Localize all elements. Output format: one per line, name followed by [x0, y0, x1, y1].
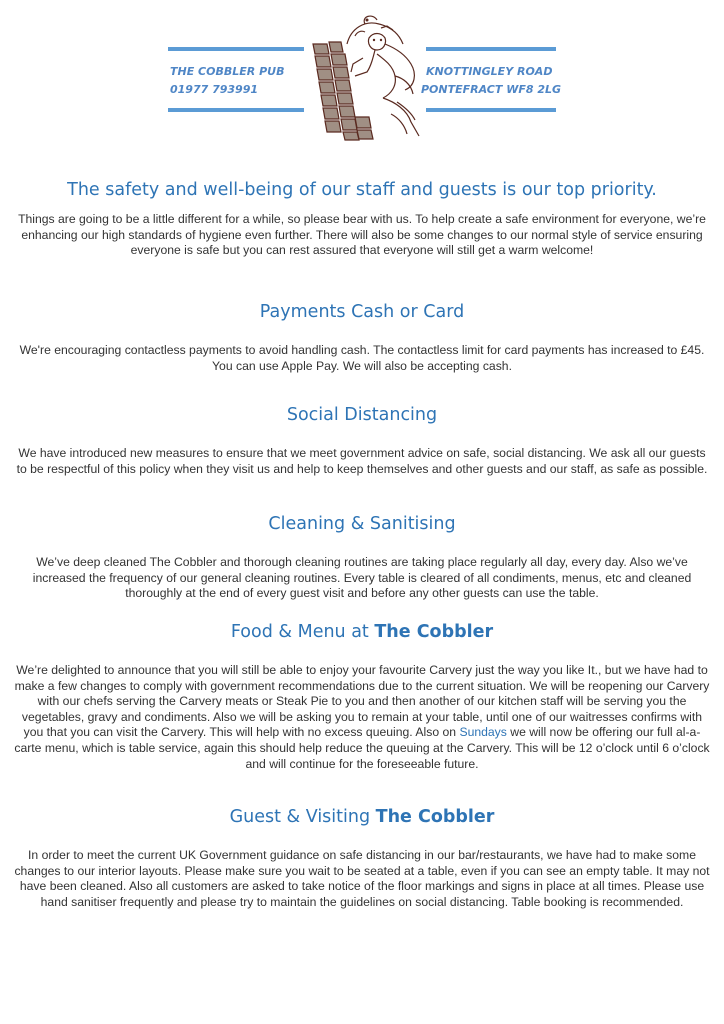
distancing-section — [14, 404, 710, 477]
guest-section — [14, 806, 710, 910]
letterhead-rule-bottom-left — [168, 108, 304, 112]
guest-heading — [14, 806, 710, 828]
cobbler-logo-icon — [307, 14, 425, 142]
payments-body: We're encouraging contactless payments to avoid handling cash. The contactless limit for card payments has increased to £45. You can use Apple Pay. We will also be accepting cash. — [19, 343, 705, 373]
guest-body: In order to meet the current UK Government guidance on safe distancing in our bar/restaurants, we have had to make some changes to our interior layouts. Please make sure you wait to be seated at a table, even if you can see an empty table. It may not have been cleaned. Also all customers are asked to take notice of the floor markings and signs in place at all times. Please use hand sanitiser frequently and please try to maintain the guidelines on social distancing. Table booking is recommended. — [14, 848, 710, 909]
guest-heading-bold: The Cobbler — [375, 807, 495, 827]
food-heading-bold: The Cobbler — [374, 622, 494, 642]
food-section — [14, 621, 710, 772]
letterhead — [0, 0, 724, 150]
payments-section — [14, 301, 710, 374]
payments-heading: Payments Cash or Card — [259, 302, 465, 322]
pub-phone: 01977 793991 — [170, 83, 259, 96]
distancing-body: We have introduced new measures to ensure that we meet government advice on safe, social distancing. We ask all our guests to be respectful of this policy when they visit us and help to keep themselves and other guests and our staff, as safe as possible. — [16, 446, 708, 476]
intro-heading: The safety and well-being of our staff and guests is our top priority. — [67, 180, 657, 200]
letterhead-rule-bottom-right — [426, 108, 556, 112]
intro-body: Things are going to be a little different for a while, so please bear with us. To help create a safe environment for everyone, we’re enhancing our high standards of hygiene even further. There will also be some changes to our normal style of service ensuring everyone is safe but you can rest assured that everyone will still get a warm welcome! — [18, 212, 706, 258]
food-heading-prefix: Food & Menu at — [230, 622, 375, 642]
intro-section — [14, 179, 710, 259]
cleaning-heading: Cleaning & Sanitising — [268, 514, 456, 534]
food-heading — [14, 621, 710, 643]
address-line-2: PONTEFRACT WF8 2LG — [421, 83, 562, 96]
pub-name: THE COBBLER PUB — [170, 65, 285, 78]
food-body-part2: we will now be offering our full al-a-carte menu, which is table service, again this should help reduce the queuing at the Carvery. This will be 12 o’clock until 6 o’clock and will continue for the foreseeable future. — [14, 725, 710, 771]
cleaning-body: We’ve deep cleaned The Cobbler and thorough cleaning routines are taking place regularly all day, every day. Also we’ve increased the frequency of our general cleaning routines. Every table is cleared of all condiments, menus, etc and cleaned thoroughly at the end of every guest visit and before any other guests can use the table. — [32, 555, 692, 601]
letterhead-rule-top-left — [168, 47, 304, 51]
food-body-part1: We’re delighted to announce that you will still be able to enjoy your favourite Carvery just the way you like It., but we have had to make a few changes to comply with government recommendations due to the current situation. We will be reopening our Carvery with our chefs serving the Carvery meats or Steak Pie to you and then another of our kitchen staff will be serving you the vegetables, gravy and condiments. Also we will be asking you to remain at your table, until one of our waitresses confirms with you that you can visit the Carvery. This will help with no excess queuing. Also on — [14, 663, 710, 740]
sundays-link[interactable]: Sundays — [459, 725, 507, 740]
guest-heading-prefix: Guest & Visiting — [229, 807, 376, 827]
cleaning-section — [14, 513, 710, 602]
food-body — [14, 663, 710, 772]
address-line-1: KNOTTINGLEY ROAD — [426, 65, 553, 78]
letterhead-rule-top-right — [426, 47, 556, 51]
distancing-heading: Social Distancing — [286, 405, 438, 425]
